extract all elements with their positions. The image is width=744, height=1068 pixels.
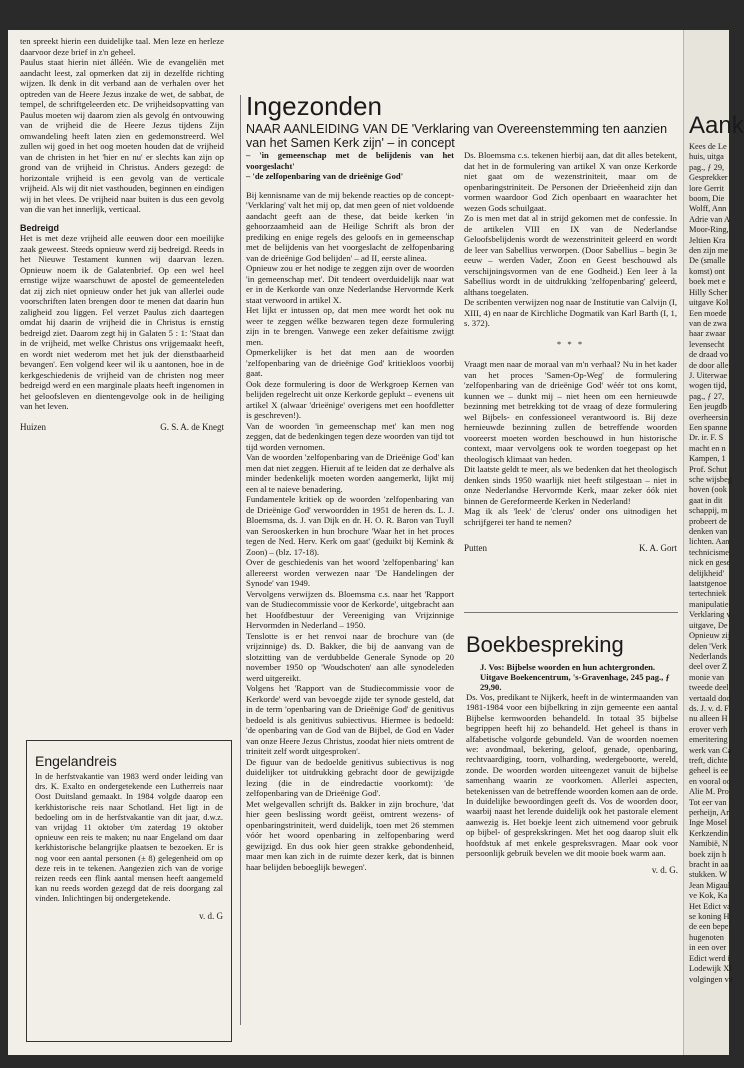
book-review-text: Ds. Vos, predikant te Nijkerk, heeft in de wintermaanden van 1981-1984 voor een bijbelkring in zijn gemeente een aantal Bijbelse kernwoorden behandeld. In totaal 35 bijbelse begrippen heeft hij zo behandeld. Het geheel is thans in alfabetische volgorde gebundeld. Van de woorden noemen we: avondmaal, bekering, geloof, genade, openbaring, rechtvaardiging, toorn, volharding, wedergeboorte, wereld, zonde. De woorden worden uiteengezet vanuit de bijbelse samenhang waarin ze voorkomen. Allerlei aspecten, betekenissen van de betreffende woorden komen aan de orde. In duidelijke bewoordingen geeft ds. Vos de woorden door, waarbij naast het lerende duidelijk ook het pastorale element aanwezig is. Het boekje leent zich uitnemend voor gebruik op bijbel- of gesprekskringen. Met het oog daarop sluit elk hoofdstuk af met enkele gespreksvragen. Maar ook voor persoonlijk gebruik bevelen we dit mooie boek warm aan. xyxy=(466,692,678,859)
next-page-line: Moor-Ring, xyxy=(689,225,729,235)
next-page-line: Nederlands xyxy=(689,651,728,661)
next-page-line: Inge Mosel xyxy=(689,818,727,828)
next-page-line: Wolff, Ann xyxy=(689,204,727,214)
article-paragraph: Vraagt men naar de moraal van m'n verhaal? Nu in het kader van het proces 'Samen-Op-Weg' de formulering 'zelfopenbaring van de drieënige God' wéér tot ons komt, kunnen we – dunkt mij – niet heen om een hernieuwde bezinning met betrekking tot de vraag of deze formulering wel Bijbels- en confessioneel verantwoord is. Bij deze hernieuwde bezinning zullen de betreffende woorden vooreerst moeten worden beschouwd in hun historische context, maar vervolgens ook te worden toegepast op het theologisch klimaat van heden. xyxy=(464,359,677,464)
next-page-title: Aank xyxy=(689,112,744,139)
book-review-head: J. Vos: Bijbelse woorden en hun achtergronden. Uitgave Boekencentrum, 's-Gravenhage, 245 pag., ƒ 29,90. xyxy=(480,662,670,692)
next-page-line: Kees de Le xyxy=(689,142,727,151)
next-page-line: de door alle xyxy=(689,360,729,370)
next-page-line: tweede deel xyxy=(689,683,729,693)
next-page-line: lichten. Aan xyxy=(689,537,730,547)
next-page-line: Opnieuw zij xyxy=(689,631,731,641)
next-page-line: emeritering xyxy=(689,735,728,745)
article-paragraph: Volgens het 'Rapport van de Studiecommissie voor de Kerkorde' werd van bevoegde zijde ter synode gesteld, dat in de term 'openbaring van de Drieënige God' de genitivus bedoeld is als genitivus subiectivus. Hiermee is bedoeld: 'de openbaring van de God van de Bijbel, de God en Vader van onze Heere Jezus Christus, zoodat hier niets omtrent de triniteit zelf wordt uitgesproken'. xyxy=(246,683,454,756)
article-paragraph: Fundamentele kritiek op de woorden 'zelfopenbaring van de Drieënige God' verwoordden in 1951 de heren ds. L. J. Bloemsma, ds. J. van Dijk en dr. H. O. R. Baron van Tuyll van Serooskerken in hun brochure 'Waar het in het proces tegen de Ned. Herv. Kerk om gaat' (geduikt bij Kemink & Zoon) – (blz. 17-18). xyxy=(246,494,454,557)
article-paragraph: Over de geschiedenis van het woord 'zelfopenbaring' kan allereerst worden verwezen naar 'De Handelingen der Synode' van 1949. xyxy=(246,557,454,588)
next-page-line: bracht in aa xyxy=(689,860,729,870)
next-page-line: Adrie van A xyxy=(689,214,730,224)
next-page-line: J. Uiterwae xyxy=(689,370,728,380)
next-page-line: Een spanne xyxy=(689,422,728,432)
next-page-line: uitgave Kol xyxy=(689,298,729,308)
column-divider xyxy=(240,95,241,1025)
next-page-line: perheijn, Ar xyxy=(689,808,730,817)
next-page-line: den zijn me xyxy=(689,246,729,256)
next-page-line: schappij, m xyxy=(689,506,728,516)
next-page-line: boom, Die xyxy=(689,194,725,204)
left-paragraph-3: Het is met deze vrijheid alle eeuwen door een moeilijke zaak geweest. Steeds opnieuw werd zij bedreigd. Reeds in het Nieuwe Testament kunnen wij daarvan lezen. Opnieuw noem ik de Galatenbrief. Op een wel heel ernstige wijze waarschuwt de apostel de gemeenteleden dat zij zich niet opnieuw onder het juk van allerlei oude voorschriften laten brengen door te menen dat daarin hun zaligheid zou liggen. Fel verzet Paulus zich daartegen omdat hij daarin de vrijheid die in Christus is ernstig bedreigd ziet. Daarom zegt hij in Galaten 5 : 1: 'Staat dan in de vrijheid, met welke Christus ons vrijgemaakt heeft, en wordt niet wederom met het juk der dienstbaarheid bevangen'. Een volgend keer wil ik u aantonen, hoe in de kerkgeschiedenis de vrijheid van de christen nog meer bedreigd werd en een marginale plaats heeft ingenomen in het geloofsleven en dientengevolge ook in de heiliging van het leven. xyxy=(20,233,224,411)
next-page-line: haar zwaar xyxy=(689,329,726,339)
left-paragraph-1: ten spreekt hierin een duidelijke taal. Men leze en herleze daarvoor deze brief in z'n geheel. xyxy=(20,36,224,57)
box-signature-row xyxy=(35,911,223,921)
next-page-line: volgingen va xyxy=(689,974,733,984)
article-paragraph: Bij kennisname van de mij bekende reacties op de concept-'Verklaring' valt het mij op, dat men geen of niet voldoende aandacht geeft aan de these, dat beide kerken 'in gehoorzaamheid aan de Heilige Schrift als bron der prediking en enige regels des geloofs en in gemeenschap met de belijdenis van het voorgeslacht de zelfopenbaring van de drieënige God belijden' – ad II, eerste alinea. xyxy=(246,189,454,263)
box-signature: v. d. G xyxy=(199,910,223,921)
article-paragraph: Mag ik als 'leek' de 'clerus' onder ons uitnodigen het schrijfgerei ter hand te nemen? xyxy=(464,506,677,527)
book-review xyxy=(466,632,678,875)
next-page-line: van de zwa xyxy=(689,318,727,328)
next-page-line: vertaald doo xyxy=(689,693,731,703)
next-page-line: technicisme xyxy=(689,547,729,557)
next-page-line: wogen tijd, xyxy=(689,381,727,391)
next-page-line: monie van xyxy=(689,672,725,682)
next-page-line: tertechniek xyxy=(689,589,727,599)
next-page-line: Dr. ir. F. S xyxy=(689,433,724,443)
next-page-line: treft, dichte xyxy=(689,755,728,765)
next-page-line: lore Gerrit xyxy=(689,183,725,193)
next-page-line: Lodewijk XI xyxy=(689,964,733,974)
next-page-line: de een bepe xyxy=(689,922,729,932)
book-review-signature: v. d. G. xyxy=(651,864,678,875)
next-page-line: Hilly Scher xyxy=(689,287,728,297)
article-paragraph: De scribenten verwijzen nog naar de Institutie van Calvijn (I, XIII, 4) en naar de Kirchliche Dogmatik van Karl Barth (I, 1, s. 372). xyxy=(464,297,677,328)
next-page-line: delen 'Verk xyxy=(689,641,727,651)
next-page-line: deel over Z xyxy=(689,662,728,672)
next-page-line: sche wijsbeg xyxy=(689,475,733,484)
next-page-line: Edict werd i xyxy=(689,953,730,963)
next-page-line: Gesprekker xyxy=(689,173,728,183)
next-page-line: geheel is ee xyxy=(689,766,729,776)
article-paragraph: Dit laatste geldt te meer, als we bedenken dat het theologisch denken sinds 1950 waarlijk niet heeft stilgestaan – niet in onze Nederlandse Hervormde Kerk, maar zeker óók niet binnen de Gereformeerde Kerken in Nederland! xyxy=(464,464,677,506)
next-page-line: levensecht xyxy=(689,339,725,349)
article-quote-2: – 'de zelfopenbaring van de drieënige God' xyxy=(246,171,404,181)
next-page-line: werk van Ca xyxy=(689,745,732,755)
article-sign-author: K. A. Gort xyxy=(639,543,677,553)
next-page-line: hoven (ook xyxy=(689,485,727,495)
next-page-line: probeert de xyxy=(689,516,727,526)
article-paragraph: Ook deze formulering is door de Werkgroep Kernen van belijden regelrecht uit onze Kerkorde geplukt – evenens uit artikel X (alwaar 'drieënige' overigens met een hoofdletter is geschreven!). xyxy=(246,378,454,420)
next-page-line: boek zijn h xyxy=(689,849,727,859)
next-page-line: Jean Migaul xyxy=(689,880,731,890)
engelandreis-box xyxy=(26,740,232,1042)
next-page-line: ds. J. v. d. F xyxy=(689,703,729,713)
left-signature xyxy=(20,422,224,433)
next-page-line: Kerkzendin xyxy=(689,828,729,838)
article-paragraph: Zo is men met dat al in strijd gekomen met de confessie. In de artikelen VIII en IX van de Nederlandse Geloofsbelijdenis wordt de wezenstriniteit geleerd en wordt de leer van Sabellius verworpen. (Door Sabellius – begin 3e eeuw – werden Vader, Zoon en Geest beschouwd als verschijningsvormen van de ene Godheid.) Een leer à la Sabellius wordt in de uitdrukking 'zelfopenbaring' geleerd, althans toegelaten. xyxy=(464,213,677,297)
next-page-line: boek met e xyxy=(689,277,726,287)
next-page-line: laatstgenoe xyxy=(689,579,727,589)
left-sign-author: G. S. A. de Knegt xyxy=(160,421,224,432)
next-page-line: stukken. W xyxy=(689,870,727,880)
next-page-line: de draad vo xyxy=(689,350,729,360)
article-paragraph: Het lijkt er intussen op, dat men mee wordt het ook nu weer te zeggen wélke bezwaren tegen deze formulering zijn in te brengen. Vanwege een zeker defaitisme zwijgt men. xyxy=(246,305,454,347)
book-review-title: Boekbespreking xyxy=(466,632,624,657)
next-page-line: in een over xyxy=(689,943,727,953)
next-page-line: manipulatie xyxy=(689,599,729,609)
subheading-bedreigd: Bedreigd xyxy=(20,222,60,233)
next-page-line: Namibië, N xyxy=(689,839,729,849)
article-subtitle: NAAR AANLEIDING VAN DE 'Verklaring van Overeenstemming ten aanzien van het Samen Kerk zijn' – in concept xyxy=(246,122,668,150)
next-page-line: hugenoten xyxy=(689,932,724,942)
article-paragraph: Van de woorden 'zelfopenbaring van de Drieënige God' kan men dat niet zeggen. Hieruit af te leiden dat ze derhalve als minder bedenkelijk moeten worden aangemerkt, lijkt mij een al te naieve benadering. xyxy=(246,452,454,494)
article-paragraph: Tenslotte is er het renvoi naar de brochure van (de vrijzinnige) ds. D. Bakker, die bij de aanvang van de slotzitting van de verdubbelde Generale Synode op 20 november 1950 op 'Woudschoten' aan alle synodeleden werd uitgereikt. xyxy=(246,630,454,683)
section-divider xyxy=(464,612,678,613)
next-page-line: delijkheid' xyxy=(689,568,725,578)
next-page-line: Tot eer van xyxy=(689,797,727,807)
next-page-line: Verklaring v xyxy=(689,610,731,620)
article-paragraph: Opmerkelijker is het dat men aan de woorden 'zelfopenbaring van de drieënige God' kritiekloos voorbij gaat. xyxy=(246,347,454,378)
article-paragraph: Opnieuw zou er het nodige te zeggen zijn over de woorden 'in gemeenschap met'. Dit tendeert overduidelijk naar wat er in de Kerkorde van onze Nederlandse Hervormde Kerk staat verwoord in artikel X. xyxy=(246,263,454,305)
next-page-line: huis, uitga xyxy=(689,152,724,162)
next-page-line: overheersin xyxy=(689,412,729,422)
article-sign-place: Putten xyxy=(464,543,488,553)
next-page-line: Alie M. Pro xyxy=(689,787,729,797)
next-page-line: De (smalle xyxy=(689,256,726,266)
next-page-line: nick en gese xyxy=(689,558,731,568)
next-page-line: ve Kok, Ka xyxy=(689,891,728,901)
article-paragraph: Met welgevallen schrijft ds. Bakker in zijn brochure, 'dat hier geen beslissing wordt geëist, omtrent wezens- of openbaringstriniteit, werd duidelijk, toen met 26 stemmen vóór het woord openbaring in zelfopenbaring werd gewijzigd. En dus ook hier geen strakke gebondenheid, maar men kan zich in de ruimte dezer kerk, dat is binnen haar belijden beboeglijk bewegen'. xyxy=(246,798,454,872)
article-header xyxy=(246,92,678,150)
next-page-line: denken van xyxy=(689,527,728,537)
left-sign-place: Huizen xyxy=(20,421,46,432)
next-page-line: erover verh xyxy=(689,724,728,734)
next-page-line: en vooral oo xyxy=(689,776,731,786)
next-page-line: gaat in dit xyxy=(689,495,723,505)
next-page-line: Kampen, 1 xyxy=(689,454,726,464)
next-page-line: nu alleen H xyxy=(689,714,728,724)
next-page-line: uitgave, De xyxy=(689,620,728,630)
next-page-line: Een moede xyxy=(689,308,727,318)
next-page-line: Prof. Schut xyxy=(689,464,727,474)
next-page-text xyxy=(689,142,733,985)
next-page-line: Het Edict va xyxy=(689,901,731,911)
article-paragraph: Ds. Bloemsma c.s. tekenen hierbij aan, dat dit alles betekent, dat het in de formulering van artikel X van onze Kerkorde niet gaat om de wezenstriniteit, maar om de openbaringstriniteit. De Personen der Drieëenheid zijn dan vormen waardoor God Zich openbaart en waarachter het wezen Gods schuilgaat. xyxy=(464,150,677,213)
box-text: In de herfstvakantie van 1983 werd onder leiding van drs. K. Exalto en ondergetekende een Lutherreis naar Oost Duitsland gemaakt. In 1984 volgde daarop een kerkhistorische reis naar Schotland. Het ligt in de bedoeling om in de herfstvakantie van dit jaar, d.w.z. van vrijdag 11 oktober t/m zaterdag 19 oktober opnieuw een reis te maken; nu naar Engeland om daar kerkhistorische belangrijke plaatsen te bezoeken. Er is nog voor een aantal personen (± 8) gelegenheid om op deze reis in te tekenen. Aangezien zich van de vorige reizen reeds een flink aantal mensen heeft aangemeld kan nu reeds worden gezegd dat de reis doorgang zal vinden. Inlichtingen bij ondergetekende. xyxy=(35,772,223,904)
next-page-line: komst) ont xyxy=(689,266,726,276)
article-title: Ingezonden xyxy=(246,91,382,121)
article-column-2 xyxy=(464,150,677,554)
article-paragraph: De figuur van de bedoelde genitivus subiectivus is nog duidelijker tot uitdrukking gebracht door de gewijzigde lezing (die in de eindredactie voorkomt): 'de zelfopenbaring van de Drieënige God'. xyxy=(246,756,454,798)
article-paragraph: Vervolgens verwijzen ds. Bloemsma c.s. naar het 'Rapport van de Studiecommissie voor de Kerkorde', uitgebracht aan het Hoofdbestuur der Vereeniging van Vrijzinnige Hervormden in Nederland – 1950. xyxy=(246,588,454,630)
next-page-line: Jeltien Kra xyxy=(689,235,726,245)
article-quote-1: – 'in gemeenschap met de belijdenis van het voorgeslacht' xyxy=(246,150,454,171)
section-stars: * * * xyxy=(556,338,585,349)
next-page-line: se koning H xyxy=(689,912,730,922)
next-page-line: pag., ƒ 27, xyxy=(689,391,725,401)
next-page-line: Een jeugdb xyxy=(689,402,727,412)
left-column xyxy=(20,36,224,432)
article-paragraph: Van de woorden 'in gemeenschap met' kan men nog zeggen, dat de bedenkingen tegen deze woorden van tijd tot tijd worden vernomen. xyxy=(246,420,454,452)
left-paragraph-2: Paulus staat hierin niet álléén. Wie de evangeliën met aandacht leest, zal opmerken dat zij in dezelfde richting wijzen. Ik denk in dit verband aan de verhalen over het optreden van de Heere Jezus inzake de wet, de sabbat, de tempel, de schriftgeleerden etc. De vrijheidsopvatting van Paulus moeten wij daarom zien als gevolg én ontvouwing van de vrijheid die de Heere Jezus tijdens Zijn omwandeling heeft laten zien en gedemonstreerd. Wel zullen wij goed in het oog moeten houden dat de vrijheid van de christen in het 'hier en nu' er slechts kan zijn op grond van de vrijheid in Christus. Anders gezegd: de horizontale vrijheid is een gevolg van de verticale vrijheid. Als wij dit niet vasthouden, beginnen en eindigen wij in het vlees. De vrijheid naar buiten is dus een gevolg van die van het innerlijk, verticaal. xyxy=(20,57,224,214)
next-page-line: pag., ƒ 29, xyxy=(689,162,725,172)
article-column-1 xyxy=(246,150,454,872)
article-signature xyxy=(464,543,677,554)
box-title: Engelandreis xyxy=(35,753,117,769)
next-page-line: macht en n xyxy=(689,443,726,453)
